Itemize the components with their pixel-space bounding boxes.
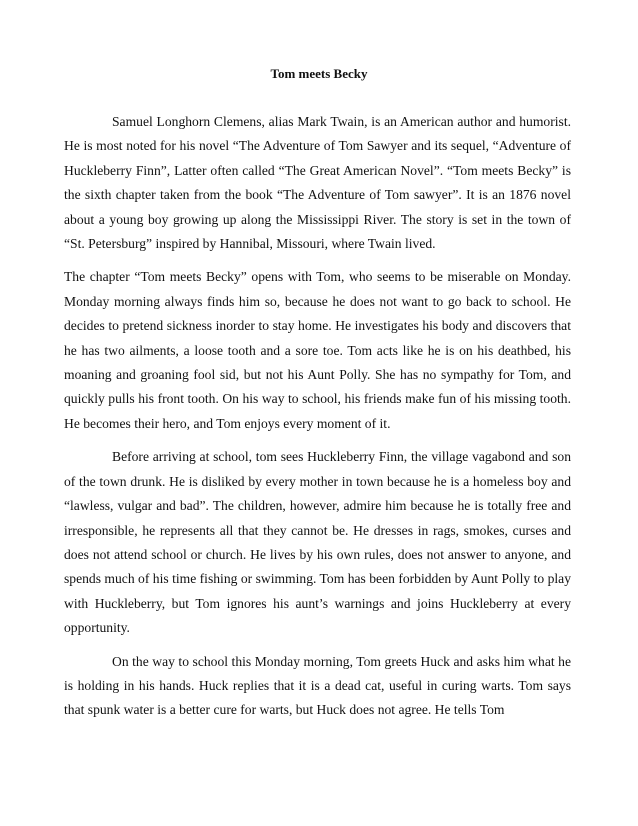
paragraph-2: The chapter “Tom meets Becky” opens with Tom, who seems to be miserable on Monday. Monday morning always finds him so, because he does not want to go back to school. He decides to pretend sickness inorder to stay home. He investigates his body and discovers that he has two ailments, a loose tooth and a sore toe. Tom acts like he is on his deathbed, his moaning and groaning fool sid, but not his Aunt Polly. She has no sympathy for Tom, and quickly pulls his front tooth. On his way to school, his friends make fun of his missing tooth. He becomes their hero, and Tom enjoys every moment of it. [64, 269, 571, 431]
paragraph-1: Samuel Longhorn Clemens, alias Mark Twain, is an American author and humorist. He is most noted for his novel “The Adventure of Tom Sawyer and its sequel, “Adventure of Huckleberry Finn”, Latter often called “The Great American Novel”. “Tom meets Becky” is the sixth chapter taken from the book “The Adventure of Tom sawyer”. It is an 1876 novel about a young boy growing up along the Mississippi River. The story is set in the town of “St. Petersburg” inspired by Hannibal, Missouri, where Twain lived. [64, 114, 571, 252]
paragraph-3: Before arriving at school, tom sees Huckleberry Finn, the village vagabond and son of the town drunk. He is disliked by every mother in town because he is a homeless boy and “lawless, vulgar and bad”. The children, however, admire him because he is totally free and irresponsible, he represents all that they cannot be. He dresses in rags, smokes, curses and does not attend school or church. He lives by his own rules, does not answer to anyone, and spends much of his time fishing or swimming. Tom has been forbidden by Aunt Polly to play with Huckleberry, but Tom ignores his aunt’s warnings and joins Huckleberry at every opportunity. [64, 449, 571, 636]
paragraph-4: On the way to school this Monday morning, Tom greets Huck and asks him what he is holding in his hands. Huck replies that it is a dead cat, useful in curing warts. Tom says that spunk water is a better cure for warts, but Huck does not agree. He tells Tom [64, 653, 571, 718]
document-body [64, 110, 571, 732]
document-title: Tom meets Becky [270, 66, 368, 81]
